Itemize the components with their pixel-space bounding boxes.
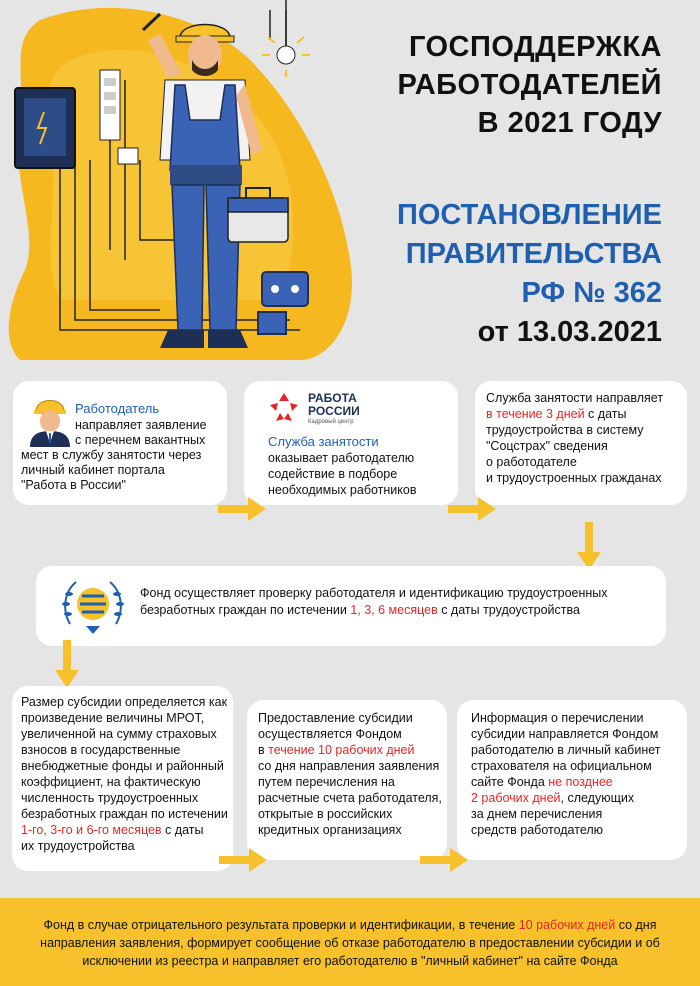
step-text-line: внебюджетные фонды и районный bbox=[21, 759, 224, 773]
step-text-line: направляет заявление bbox=[75, 418, 207, 432]
highlight-deadline: не позднее bbox=[548, 775, 613, 789]
step-text-line: Информация о перечислении bbox=[471, 711, 644, 725]
step-employment-service-card bbox=[244, 381, 458, 505]
highlight-deadline: 10 рабочих дней bbox=[518, 918, 616, 932]
highlight-period: 1-го, 3-го и 6-го месяцев bbox=[21, 823, 162, 837]
step-text-fragment: , следующих bbox=[560, 791, 635, 805]
step-text-line bbox=[471, 791, 634, 806]
employer-avatar-icon bbox=[30, 393, 70, 447]
step-text-line: необходимых работников bbox=[268, 483, 417, 497]
step-text-line: личный кабинет портала bbox=[21, 463, 165, 477]
footer-text-fragment: со дня bbox=[615, 918, 657, 932]
footer-line bbox=[20, 916, 680, 934]
title-line: В 2021 ГОДУ bbox=[477, 107, 662, 139]
decree-date: от 13.03.2021 bbox=[477, 316, 662, 348]
title-line: РАБОТОДАТЕЛЕЙ bbox=[397, 69, 662, 101]
arrow-right-icon bbox=[218, 497, 268, 521]
step-text-line: Предоставление субсидии bbox=[258, 711, 413, 725]
step-text-line: о работодателе bbox=[486, 455, 577, 469]
highlight-deadline: течение 10 рабочих дней bbox=[268, 743, 415, 757]
step-heading: Служба занятости bbox=[268, 434, 379, 449]
step-text-fragment: в bbox=[258, 743, 269, 757]
decree-title bbox=[397, 196, 662, 352]
step-text-line: оказывает работодателю bbox=[268, 451, 415, 465]
step-text-line: со дня направления заявления bbox=[258, 759, 440, 773]
step-text-line: страхователя на официальном bbox=[471, 759, 652, 773]
rabota-rossii-logo-icon bbox=[266, 391, 302, 427]
step-text-line: трудоустройства в систему bbox=[486, 423, 644, 437]
highlight-deadline: 2 рабочих дней bbox=[471, 791, 561, 805]
arrow-down-icon bbox=[55, 640, 79, 688]
step-text-line bbox=[21, 823, 203, 838]
step-text-line: кредитных организациях bbox=[258, 823, 402, 837]
step-text-line bbox=[471, 775, 613, 790]
footer-text-fragment: Фонд в случае отрицательного результата проверки и идентификации, в течение bbox=[43, 918, 519, 932]
step-text-line: "Работа в России" bbox=[21, 478, 126, 492]
step-text-line: и трудоустроенных гражданах bbox=[486, 471, 662, 485]
step-text-line: субсидии направляется Фондом bbox=[471, 727, 659, 741]
step-text-line: расчетные счета работодателя, bbox=[258, 791, 442, 805]
arrow-right-icon bbox=[420, 848, 470, 872]
step-text-line: Служба занятости направляет bbox=[486, 391, 664, 405]
title-line: ГОСПОДДЕРЖКА bbox=[408, 31, 662, 63]
step-subsidy-amount-card bbox=[12, 686, 233, 871]
arrow-down-icon bbox=[577, 522, 601, 570]
step-text-line: средств работодателю bbox=[471, 823, 604, 837]
step-text-line: Размер субсидии определяется как bbox=[21, 695, 228, 709]
step-text-line: "Соцстрах" сведения bbox=[486, 439, 608, 453]
step-social-insurance-card bbox=[475, 381, 687, 505]
step-text-line: содействие в подборе bbox=[268, 467, 398, 481]
step-text-line: произведение величины МРОТ, bbox=[21, 711, 205, 725]
step-text-fragment: с даты bbox=[584, 407, 627, 421]
step-text-line: коэффициент, на фактическую bbox=[21, 775, 201, 789]
page-title bbox=[397, 28, 662, 142]
highlight-period: 1, 3, 6 месяцев bbox=[350, 603, 438, 617]
footer-line: направления заявления, формирует сообщение об отказе работодателю в предоставлении субсидии и об bbox=[40, 936, 660, 950]
step-text-fragment: с даты трудоустройства bbox=[437, 603, 580, 617]
logo-text: РАБОТА bbox=[308, 391, 357, 405]
step-text-fragment: сайте Фонда bbox=[471, 775, 549, 789]
step-text-line: увеличенной на сумму страховых bbox=[21, 727, 217, 741]
step-fund-check-card bbox=[36, 566, 666, 646]
step-text-line: численность трудоустроенных bbox=[21, 791, 199, 805]
step-text-line bbox=[140, 603, 580, 618]
step-text-line: безработных граждан по истечении bbox=[21, 807, 228, 821]
step-text-line: взносов в государственные bbox=[21, 743, 181, 757]
social-fund-logo-icon bbox=[60, 574, 126, 638]
arrow-right-icon bbox=[219, 848, 269, 872]
footer-refusal-note bbox=[0, 898, 700, 986]
decree-line: РФ № 362 bbox=[521, 277, 662, 309]
step-employer-card bbox=[13, 381, 227, 505]
step-text-line: открытые в российских bbox=[258, 807, 393, 821]
step-text-line: с перечнем вакантных bbox=[75, 433, 206, 447]
step-text-line bbox=[486, 407, 626, 422]
step-heading: Работодатель bbox=[75, 401, 160, 416]
step-text-line bbox=[258, 743, 415, 758]
step-text-line: мест в службу занятости через bbox=[21, 448, 202, 462]
step-text-line: их трудоустройства bbox=[21, 839, 135, 853]
step-text-line: за днем перечисления bbox=[471, 807, 603, 821]
step-text-line: Фонд осуществляет проверку работодателя и идентификацию трудоустроенных bbox=[140, 586, 608, 600]
decree-line: ПРАВИТЕЛЬСТВА bbox=[405, 238, 662, 270]
highlight-deadline: в течение 3 дней bbox=[486, 407, 585, 421]
step-text-line: путем перечисления на bbox=[258, 775, 395, 789]
step-subsidy-payment-card bbox=[247, 700, 447, 860]
arrow-right-icon bbox=[448, 497, 498, 521]
logo-text: РОССИИ bbox=[308, 404, 360, 418]
step-text-fragment: с даты bbox=[161, 823, 204, 837]
decree-line: ПОСТАНОВЛЕНИЕ bbox=[397, 199, 662, 231]
step-text-fragment: безработных граждан по истечении bbox=[140, 603, 351, 617]
footer-line: исключении из реестра и направляет его работодателю в "личный кабинет" на сайте Фонда bbox=[82, 954, 618, 968]
step-text-line: работодателю в личный кабинет bbox=[471, 743, 661, 757]
step-notification-card bbox=[457, 700, 687, 860]
logo-caption: Кадровый центр bbox=[308, 419, 354, 425]
step-text-line: осуществляется Фондом bbox=[258, 727, 402, 741]
